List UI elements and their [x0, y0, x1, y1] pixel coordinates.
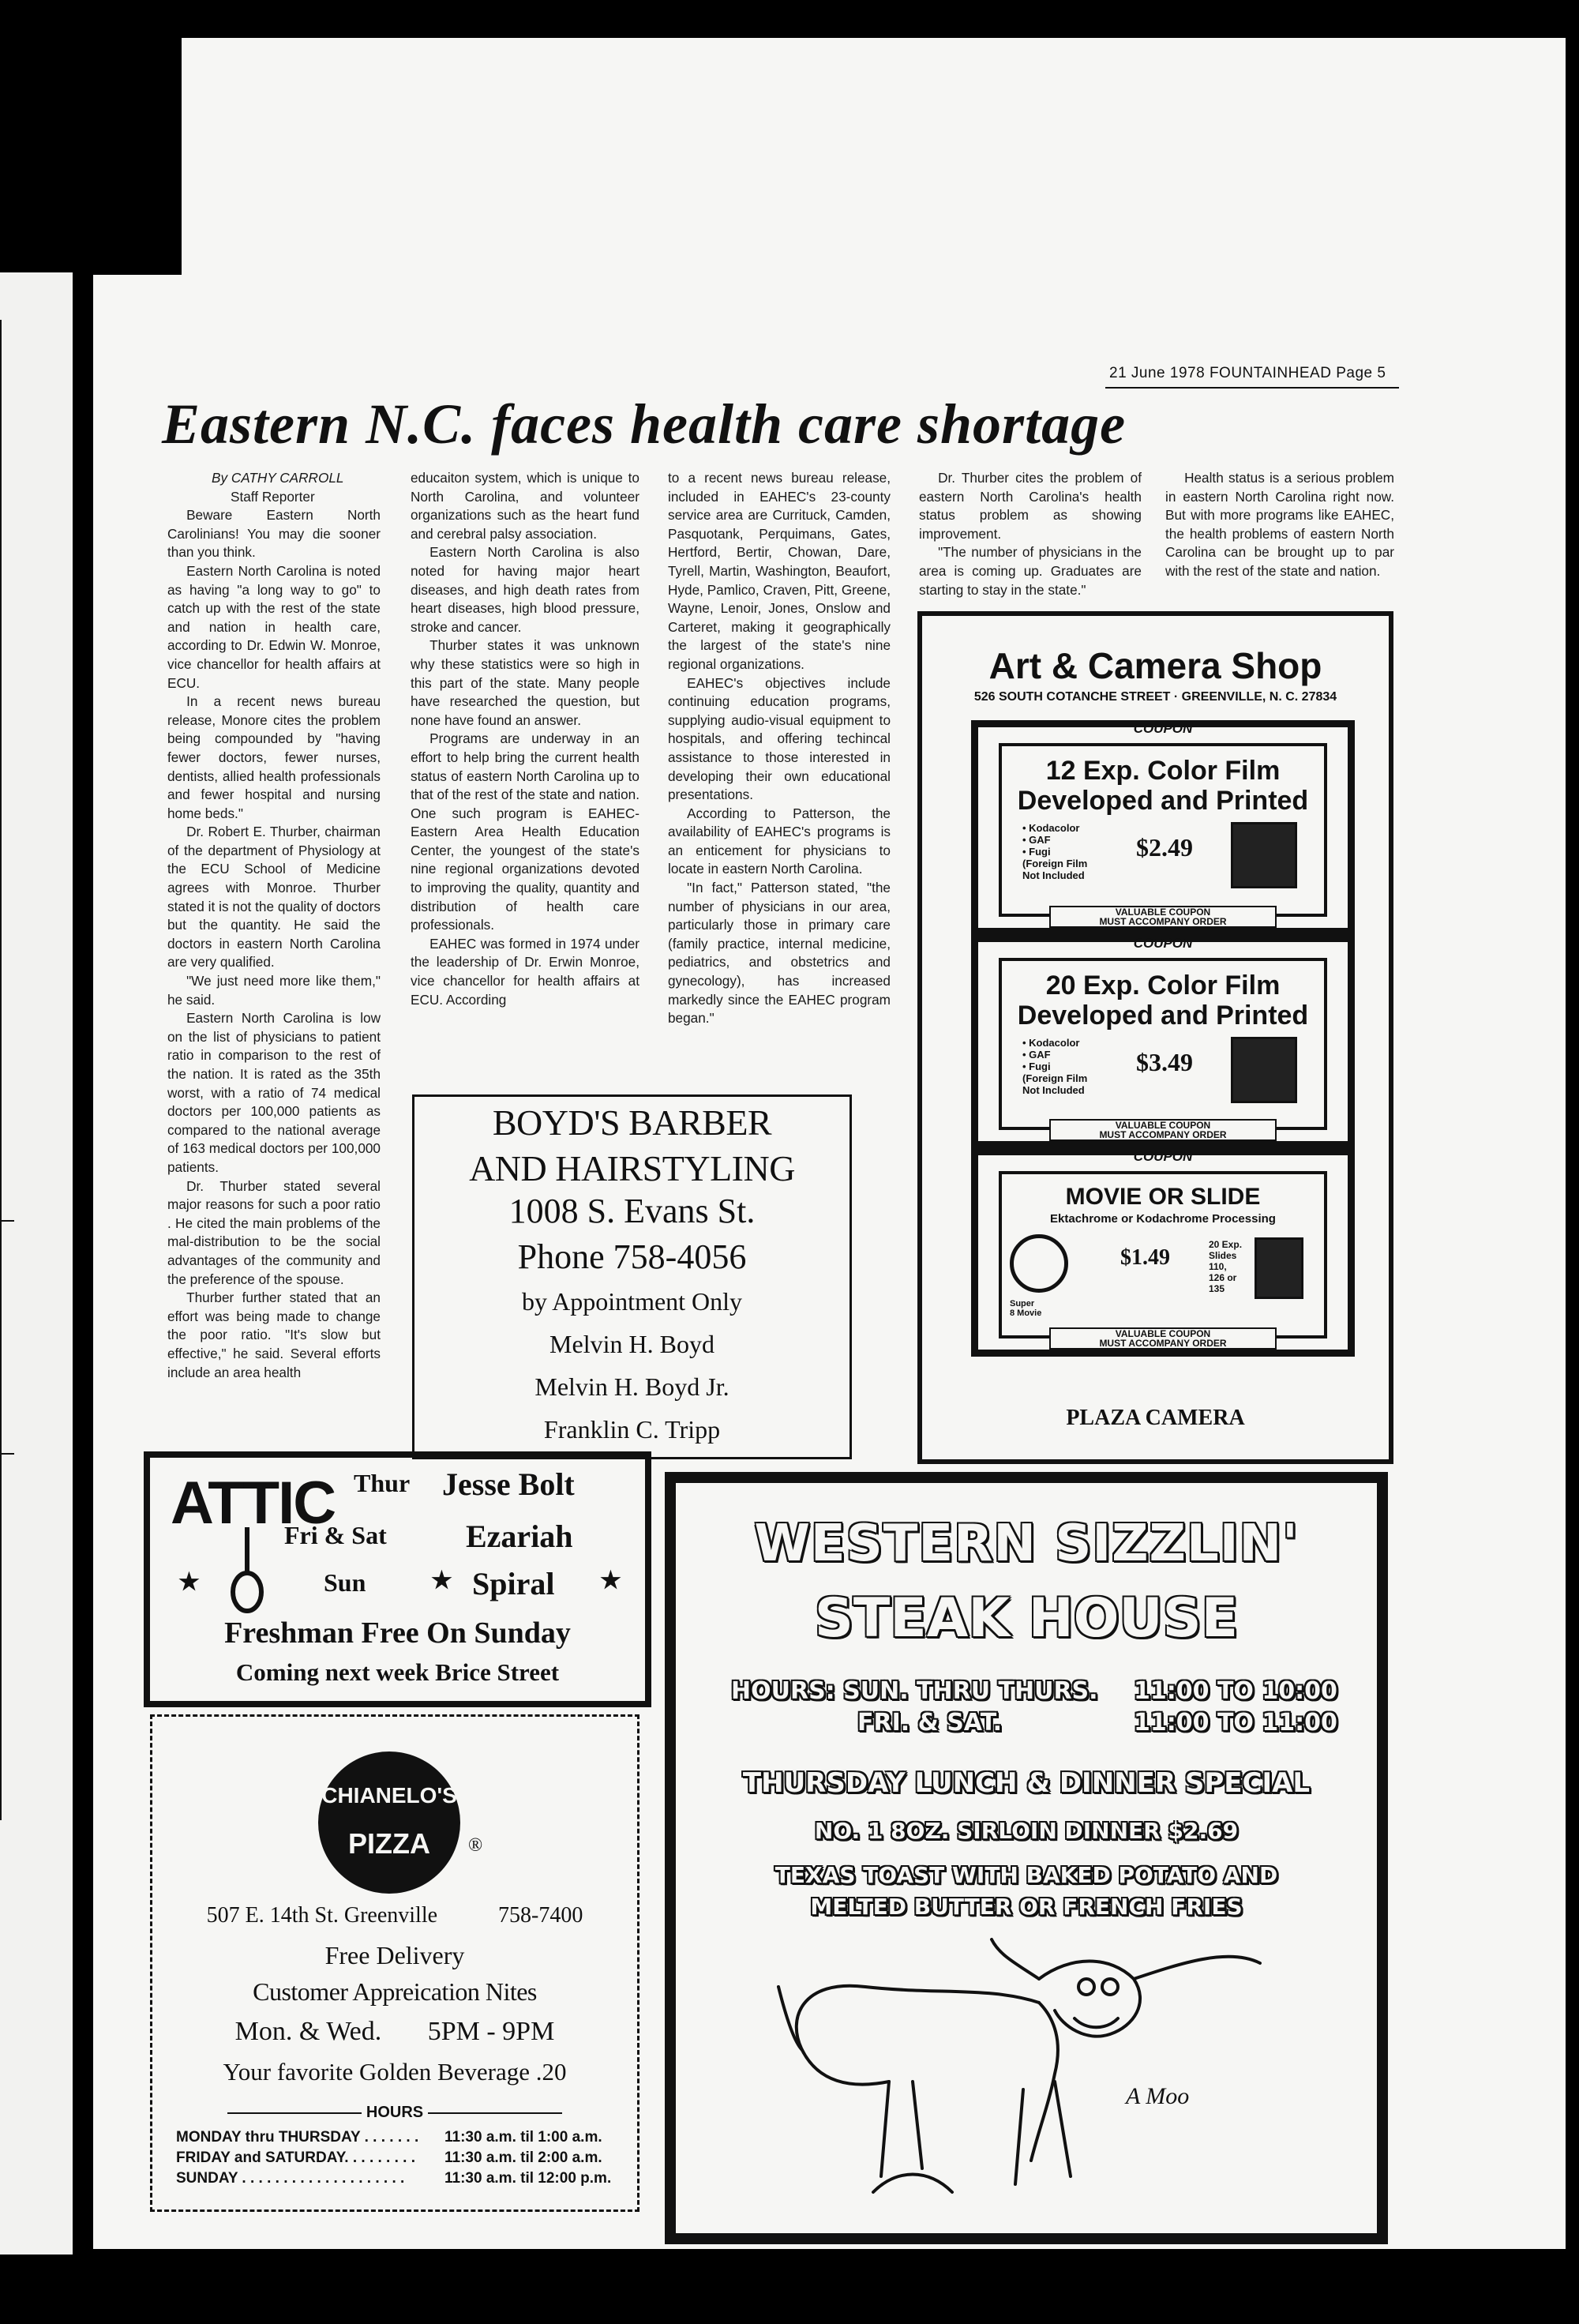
article-paragraph: EAHEC's objectives include continuing education programs, supplying audio-visual equipment to hospitals, and offering techincal assistance to those interested in developing their own educational presentations. — [668, 674, 891, 803]
coupon-price: $3.49 — [1136, 1048, 1193, 1076]
boyd-address: 1008 S. Evans St. — [508, 1192, 756, 1230]
western-hours-time: 11:00 TO 10:00 — [1134, 1677, 1337, 1705]
article-paragraph: Eastern North Carolina is noted as having "a long way to go" to catch up with the rest of the state and nation in health care, according to Dr. Edwin W. Monroe, vice chancellor for health affairs at ECU. — [167, 562, 381, 691]
star-icon: ★ — [431, 1567, 452, 1594]
chianelo-days-line — [152, 2017, 637, 2047]
chianelo-days: Mon. & Wed. — [234, 2017, 382, 2046]
western-subtitle: STEAK HOUSE — [814, 1587, 1239, 1650]
brand-item: • Kodacolor — [1022, 1037, 1080, 1049]
valuable-text: VALUABLE COUPON — [1115, 1328, 1211, 1339]
article-column-3 — [668, 469, 891, 1028]
film-brands — [1022, 1037, 1087, 1096]
article-paragraph: "In fact," Patterson stated, "the number of physicians in our area, particularly those in primary care (family practice, internal medicine, pediatrics, and obstetrics and gynecology), has increased markedly since the EAHEC program began." — [668, 880, 891, 1027]
article-paragraph: According to Patterson, the availability of EAHEC's programs is an enticement for physicians to locate in eastern North Carolina. — [668, 805, 891, 877]
photo-thumbnail-icon — [1231, 822, 1297, 888]
coupon-tag: COUPON — [1133, 1149, 1193, 1164]
coupon-price: $1.49 — [1120, 1245, 1170, 1270]
western-side-line: TEXAS TOAST WITH BAKED POTATO AND — [774, 1862, 1278, 1888]
plaza-camera-footer: PLAZA CAMERA — [1066, 1406, 1245, 1430]
hours-heading — [152, 2104, 637, 2122]
article-paragraph: Thurber states it was unknown why these statistics were so high in this part of the state. Many people have researched the question, but none have found an answer. — [411, 637, 639, 728]
headline: Eastern N.C. faces health care shortage — [162, 392, 1127, 456]
article-paragraph: Dr. Thurber cites the problem of eastern North Carolina's health status problem as showing improvement. — [919, 470, 1142, 542]
boyd-staff: Franklin C. Tripp — [543, 1415, 721, 1444]
article-paragraph: Dr. Thurber stated several major reasons for such a poor ratio . He cited the main problems of the mal-distribution to be the social advantages of the community and the preference of the spouse. — [167, 1177, 381, 1287]
logo-text: CHIANELO'S — [321, 1783, 457, 1808]
western-special: THURSDAY LUNCH & DINNER SPECIAL — [742, 1767, 1311, 1799]
coupon-headline: Developed and Printed — [1017, 786, 1309, 816]
valuable-text: VALUABLE COUPON — [1115, 1120, 1211, 1131]
slide-box-icon — [1255, 1237, 1303, 1299]
coupon-inner — [999, 958, 1327, 1130]
must-text: MUST ACCOMPANY ORDER — [1099, 1338, 1227, 1349]
coupon-subhead: Ektachrome or Kodachrome Processing — [1050, 1212, 1276, 1226]
article-paragraph: EAHEC was formed in 1974 under the leadership of Dr. Erwin Monroe, vice chancellor for health affairs at ECU. According — [411, 935, 639, 1008]
boyd-staff: Melvin H. Boyd Jr. — [534, 1372, 729, 1401]
slide-size: 110, — [1209, 1261, 1227, 1272]
western-dinner: NO. 1 8OZ. SIRLOIN DINNER $2.69 — [814, 1818, 1239, 1844]
attic-act: Jesse Bolt — [442, 1466, 575, 1502]
brand-item: Not Included — [1022, 869, 1085, 881]
hours-days: MONDAY thru THURSDAY . . . . . . . — [176, 2129, 419, 2146]
scan-shadow — [93, 38, 182, 275]
brand-item: • Kodacolor — [1022, 822, 1080, 834]
must-text: MUST ACCOMPANY ORDER — [1099, 916, 1227, 927]
star-icon: ★ — [178, 1569, 200, 1595]
byline: By CATHY CARROLL — [212, 470, 344, 486]
coupon-headline: 12 Exp. Color Film — [1045, 756, 1281, 786]
article-paragraph: In a recent news bureau release, Monore cites the problem being compounded by "having fewer doctors, fewer nurses, dentists, allied health professionals and fewer hospital and nursing home beds." — [167, 693, 381, 821]
western-title: WESTERN SIZZLIN' — [754, 1515, 1299, 1573]
coupon-inner — [999, 1171, 1327, 1338]
cow-caption: A Moo — [1126, 2083, 1190, 2109]
western-hours-days: FRI. & SAT. — [857, 1709, 1003, 1736]
coupon-20exp — [971, 935, 1355, 1148]
coupon-tag: COUPON — [1133, 721, 1193, 736]
western-hours-days: HOURS: SUN. THRU THURS. — [731, 1677, 1098, 1705]
page-folio: 21 June 1978 FOUNTAINHEAD Page 5 — [1109, 365, 1386, 381]
chianelos-logo — [318, 1751, 460, 1894]
coupon-headline: MOVIE OR SLIDE — [1065, 1184, 1261, 1210]
chianelo-address-line — [152, 1903, 637, 1928]
hours-time: 11:30 a.m. til 2:00 a.m. — [444, 2149, 602, 2166]
hours-row — [176, 2127, 613, 2148]
hours-days: FRIDAY and SATURDAY. . . . . . . . . — [176, 2149, 416, 2166]
byline-role: Staff Reporter — [231, 488, 315, 505]
super8-label — [1010, 1299, 1041, 1318]
super8-text: 8 Movie — [1010, 1308, 1042, 1318]
boyd-name-line2: AND HAIRSTYLING — [469, 1148, 795, 1188]
article-paragraph: Eastern North Carolina is low on the list of physicians to patient ratio in comparison to the rest of the nation. It is rated as the 35th worst, with a ratio of 74 medical doctors per 100,000 patients as compared to the national average of 163 medical doctors per 100,000 patients. — [167, 1010, 381, 1175]
slide-size: 135 — [1209, 1283, 1225, 1294]
article-paragraph: "The number of physicians in the area is coming up. Graduates are starting to stay in the state." — [919, 544, 1142, 598]
brand-item: Not Included — [1022, 1084, 1085, 1096]
noose-icon — [229, 1527, 265, 1614]
hours-row — [176, 2148, 613, 2168]
hours-table — [176, 2127, 613, 2189]
article-paragraph: Health status is a serious problem in eastern North Carolina right now. But with more programs like EAHEC, the health problems of eastern North Carolina can be brought up to par with the rest of the state and nation. — [1165, 470, 1394, 579]
article-paragraph: Eastern North Carolina is also noted for having major heart diseases, and high death rates from heart diseases, high blood pressure, stroke and cancer. — [411, 544, 639, 635]
hours-days: SUNDAY . . . . . . . . . . . . . . . . . . . . — [176, 2170, 405, 2187]
chianelo-nites: Customer Appreication Nites — [253, 1977, 537, 2006]
western-hours-time: 11:00 TO 11:00 — [1134, 1709, 1337, 1736]
attic-act: Ezariah — [466, 1519, 573, 1554]
coupon-headline: 20 Exp. Color Film — [1045, 971, 1281, 1001]
photo-thumbnail-icon — [1231, 1037, 1297, 1103]
article-column-5 — [1165, 469, 1394, 581]
western-side-line: MELTED BUTTER OR FRENCH FRIES — [810, 1894, 1243, 1920]
boyd-appointment: by Appointment Only — [521, 1287, 743, 1316]
film-brands — [1022, 822, 1087, 881]
article-paragraph: Programs are underway in an effort to help bring the current health status of eastern North Carolina up to that of the rest of the state and nation. One such program is EAHEC- Eastern Area Health Education Center, the youngest of the state's nine regional organizations devoted to improving the quality, quantity and distribution of health care professionals. — [411, 730, 639, 933]
super8-text: Super — [1010, 1299, 1035, 1308]
valuable-coupon-label — [1049, 1119, 1277, 1141]
article-paragraph: Thurber further stated that an effort was being made to change the poor ratio. "It's slow but effective," he said. Several efforts include an area health — [167, 1290, 381, 1380]
brand-item: (Foreign Film — [1022, 1072, 1088, 1084]
attic-ad — [144, 1451, 651, 1707]
must-text: MUST ACCOMPANY ORDER — [1099, 1129, 1227, 1140]
article-paragraph: Beware Eastern North Carolinians! You may die sooner than you think. — [167, 507, 381, 561]
coupon-inner — [999, 743, 1327, 917]
article-paragraph: educaiton system, which is unique to North Carolina, and volunteer organizations such as the heart fund and cerebral palsy association. — [411, 470, 639, 542]
article-paragraph: Dr. Robert E. Thurber, chairman of the department of Physiology at the ECU School of Medicine agrees with Monroe. Thurber stated it is not the quality of doctors but the quantity. He said the doctors in eastern North Carolina are very qualified. — [167, 824, 381, 971]
coupon-price: $2.49 — [1136, 833, 1193, 862]
artcam-title: Art & Camera Shop — [988, 645, 1322, 686]
slide-size: 20 Exp. — [1209, 1239, 1243, 1250]
boyd-name-line1: BOYD'S BARBER — [492, 1102, 772, 1143]
hours-label: HOURS — [366, 2104, 424, 2121]
attic-act: Spiral — [472, 1566, 555, 1601]
brand-item: • Fugi — [1022, 846, 1051, 858]
article-paragraph: to a recent news bureau release, included in EAHEC's 23-county service area are Currituck, Camden, Pasquotank, Perquimans, Gates, Hertford, Bertir, Chowan, Dare, Tyrell, Martin, Washington, Beaufort, Hyde, Pamlico, Craven, Pitt, Greene, Wayne, Lenoir, Jones, Onslow and Carteret, making it geographically the largest of the state's nine regional organizations. — [668, 470, 891, 672]
chianelo-delivery: Free Delivery — [324, 1941, 465, 1969]
western-sizzlin-ad — [665, 1472, 1388, 2244]
attic-day: Thur — [354, 1469, 411, 1497]
brand-item: (Foreign Film — [1022, 858, 1088, 869]
hours-time: 11:30 a.m. til 1:00 a.m. — [444, 2129, 602, 2146]
article-paragraph: "We just need more like them," he said. — [167, 973, 381, 1008]
chianelo-beverage: Your favorite Golden Beverage .20 — [223, 2058, 567, 2086]
article-column-4 — [919, 469, 1142, 599]
slide-size: Slides — [1209, 1250, 1237, 1261]
slide-size: 126 or — [1209, 1272, 1237, 1283]
slide-sizes — [1209, 1239, 1242, 1294]
attic-coming: Coming next week Brice Street — [235, 1658, 560, 1686]
brand-item: • Fugi — [1022, 1061, 1051, 1072]
boyd-staff: Melvin H. Boyd — [549, 1330, 714, 1358]
hours-row — [176, 2168, 613, 2189]
folio-rule — [1105, 387, 1399, 389]
coupon-headline: Developed and Printed — [1017, 1001, 1309, 1031]
film-reel-icon — [1010, 1234, 1068, 1293]
boyd-phone: Phone 758-4056 — [517, 1237, 747, 1276]
chianelos-pizza-ad — [150, 1714, 639, 2212]
article-column-2 — [411, 469, 639, 1009]
attic-promo: Freshman Free On Sunday — [224, 1616, 571, 1650]
attic-day: Fri & Sat — [284, 1521, 387, 1549]
cow-illustration-icon — [755, 1932, 1276, 2216]
art-camera-shop-ad — [917, 611, 1393, 1464]
brand-item: • GAF — [1022, 1049, 1051, 1061]
brand-item: • GAF — [1022, 834, 1051, 846]
coupon-tag: COUPON — [1133, 936, 1193, 951]
attic-day: Sun — [324, 1568, 366, 1597]
boyds-barber-ad — [412, 1094, 852, 1459]
star-icon: ★ — [600, 1567, 621, 1594]
chianelo-times: 5PM - 9PM — [427, 2017, 555, 2046]
valuable-text: VALUABLE COUPON — [1115, 907, 1211, 918]
coupon-movie-slide — [971, 1148, 1355, 1357]
valuable-coupon-label — [1049, 1327, 1277, 1350]
hours-time: 11:30 a.m. til 12:00 p.m. — [444, 2170, 612, 2187]
registered-mark: ® — [468, 1835, 483, 1856]
attic-logo: ATTIC — [171, 1470, 336, 1537]
article-column-1 — [167, 469, 381, 1382]
coupon-12exp — [971, 720, 1355, 935]
chianelo-phone: 758-7400 — [498, 1903, 583, 1928]
adjacent-page-strip — [0, 272, 73, 2255]
artcam-address: 526 SOUTH COTANCHE STREET · GREENVILLE, N. C. 27834 — [973, 690, 1337, 704]
valuable-coupon-label — [1049, 906, 1277, 928]
logo-text: PIZZA — [348, 1827, 430, 1860]
chianelo-address: 507 E. 14th St. Greenville — [206, 1903, 438, 1928]
